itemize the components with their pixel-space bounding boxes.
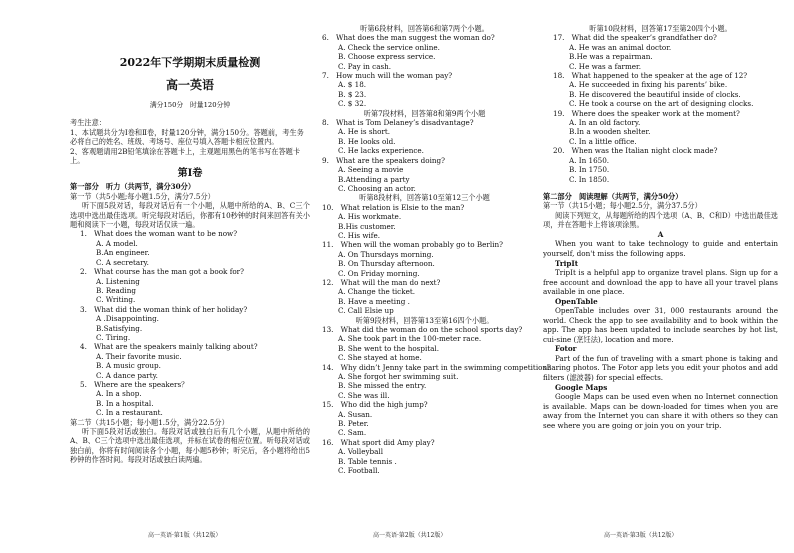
section-2-heading: 第二节（共15小题；每小题1.5分，满分22.5分） [70, 417, 229, 427]
material-9-note: 听第9段材料，回答第13至第16四个小题。 [355, 315, 494, 325]
question-stem: 3. What did the woman think of her holiday? [80, 304, 248, 314]
answer-option: B. In a hospital. [96, 398, 154, 408]
answer-option: A. In an old factory. [569, 118, 641, 128]
section-1-instructions: 听下面5段对话，每段对话后有一个小题，从题中所给的A、B、C三个选项中选出最佳选项。听完每段对话后，你都有10秒钟的时间来回答有关小题和阅读下一小题，每段对话仅读一遍。 [70, 201, 310, 230]
answer-option: C. A dance party. [96, 370, 158, 380]
answer-option: B. He discovered the beautiful inside of clocks. [569, 89, 741, 99]
answer-option: C. His wife. [338, 230, 381, 240]
answer-option: B. He looks old. [338, 136, 396, 146]
column-2 [312, 24, 551, 476]
answer-option: B. Reading [96, 285, 136, 295]
answer-option: A. His workmate. [338, 212, 402, 222]
answer-option: A. In a shop. [96, 389, 142, 399]
question-stem: 20. When was the Italian night clock made? [553, 146, 718, 156]
app-name: Fotor [555, 344, 577, 354]
question-stem: 15. Who did the high jump? [322, 400, 428, 410]
question-stem: 5. Where are the speakers？ [80, 379, 189, 389]
answer-option: B. She went to the hospital. [338, 343, 440, 353]
answer-option: C. On Friday morning. [338, 268, 420, 278]
answer-option: B. Choose express service. [338, 52, 436, 62]
exam-subtitle: 高一英语 [165, 78, 214, 92]
question-stem: 12. What will the man do next? [322, 277, 441, 287]
answer-option: A. Their favorite music. [96, 351, 182, 361]
answer-option: C. $ 32. [338, 99, 367, 109]
material-6-note: 听第6段材料，回答第6和第7两个小题。 [360, 24, 489, 33]
material-7-note: 听第7段材料，回答第8和第9两个小题 [363, 108, 486, 118]
column-1 [70, 24, 310, 465]
notes-item-1: 1、本试题共分为Ⅰ卷和Ⅱ卷，时量120分钟，满分150分。答题前，考生务必将自己的姓名、班级、考场号、座位号填入答题卡相应位置内。 [70, 127, 304, 147]
answer-option: C. Sam. [338, 428, 367, 438]
passage-a-label: A [657, 229, 664, 239]
answer-option: C. In 1850. [569, 174, 610, 184]
answer-option: C. He was a farmer. [569, 61, 641, 71]
part-2-instructions: 阅读下列短文，从每题所给的四个选项（A、B、C和D）中选出最佳选项，并在答题卡上将该项涂黑。 [543, 210, 778, 230]
answer-option: C. Pay in cash. [338, 61, 392, 71]
question-stem: 9. What are the speakers doing? [322, 155, 445, 165]
passage-a-intro: When you want to take technology to guide and entertain yourself, don't miss the following apps. [543, 239, 778, 258]
question-stem: 10. What relation is Elsie to the man? [322, 202, 465, 212]
answer-option: A. On Thursdays morning. [338, 249, 434, 259]
answer-option: A. Volleyball [338, 447, 384, 457]
question-stem: 16. What sport did Amy play? [322, 437, 435, 447]
part-1-heading: 第一部分 听力（共两节，满分30分） [70, 182, 196, 192]
footer-page-2: 高一英语·第2版（共12版） [373, 532, 447, 539]
material-8-note: 听第8段材料，回答第10至第12三个小题 [359, 193, 490, 203]
notes-item-2: 2、客观题请用2B铅笔填涂在答题卡上，主观题用黑色的笔书写在答题卡上。 [70, 146, 301, 166]
answer-option: B.He was a repairman. [569, 52, 653, 62]
questions-13-16 [312, 325, 551, 476]
app-name: OpenTable [555, 296, 598, 306]
answer-option: C. She stayed at home. [338, 353, 422, 363]
answer-option: C. He lacks experience. [338, 146, 424, 156]
app-name: TripIt [555, 258, 579, 268]
answer-option: A. He was an animal doctor. [569, 42, 672, 52]
answer-option: C. In a little office. [569, 136, 637, 146]
app-description: OpenTable includes over 31, 000 restaurants around the world. Check the app to see availability and to book within the app. The app has been updated to include searches by hot list, cui-sine (烹饪法), location and more. [543, 306, 778, 344]
juan-1-heading: 第Ⅰ卷 [177, 168, 203, 180]
answer-option: A. Change the ticket. [338, 287, 415, 297]
question-stem: 7. How much will the woman pay? [322, 71, 453, 81]
answer-option: B. $ 23. [338, 89, 367, 99]
answer-option: A. In 1650. [569, 155, 610, 165]
answer-option: A. Susan. [338, 409, 373, 419]
answer-option: B. Peter. [338, 419, 369, 429]
question-stem: 1. What does the woman want to be now? [80, 229, 238, 239]
answer-option: A. Listening [96, 276, 140, 286]
exam-title: 2022年下学期期末质量检测 [119, 56, 261, 69]
notes-heading: 考生注意： [70, 118, 106, 128]
answer-option: C. Football. [338, 466, 380, 476]
app-description: TripIt is a helpful app to organize travel plans. Sign up for a free account and download the app to have all your travel plans available in one place. [543, 267, 778, 297]
part-2-section-1-heading: 第一节（共15小题；每小题2.5分，满分37.5分） [543, 201, 702, 211]
question-stem: 13. What did the woman do on the school sports day? [322, 325, 523, 334]
answer-option: A. $ 18. [338, 80, 367, 90]
answer-option: C. He took a course on the art of designing clocks. [569, 99, 754, 109]
part-2-heading: 第二部分 阅读理解（共两节，满分50分） [543, 191, 683, 201]
question-stem: 4. What are the speakers mainly talking about? [80, 342, 258, 352]
question-stem: 11. When will the woman probably go to Berlin? [322, 240, 503, 250]
question-stem: 2. What course has the man got a book for? [80, 267, 244, 277]
answer-option: A. A model. [96, 238, 138, 248]
section-2-instructions: 听下面5段对话或独白。每段对话或独白后有几个小题，从题中所给的A、B、C三个选项中选出最佳选项，并标在试卷的相应位置。听每段对话或独白前，你将有时间阅读各个小题，每小题5秒钟；听完后，各小题将给出5秒钟的作答时间。每段对话或独白读两遍。 [70, 427, 310, 465]
score-line: 满分150分 时量120分钟 [149, 101, 231, 109]
answer-option: B.His customer. [338, 221, 396, 231]
app-list [543, 259, 778, 431]
question-stem: 6. What does the man suggest the woman do? [322, 33, 495, 43]
question-stem: 8. What is Tom Delaney’s disadvantage? [322, 118, 474, 128]
answer-option: B. She missed the entry. [338, 381, 427, 391]
answer-option: C. Choosing an actor. [338, 183, 416, 193]
question-stem: 19. Where does the speaker work at the moment? [553, 108, 740, 118]
footer-page-3: 高一英语·第3版（共12版） [604, 532, 678, 539]
answer-option: C. She was ill. [338, 390, 390, 400]
answer-option: B. Table tennis . [338, 456, 397, 466]
answer-option: A. He is short. [338, 127, 391, 137]
answer-option: B.Satisfying. [96, 323, 143, 333]
question-stem: 14. Why didn’t Jenny take part in the swimming competition? [322, 362, 551, 372]
app-name: Google Maps [555, 382, 608, 392]
answer-option: C. Writing. [96, 295, 136, 305]
questions-10-12 [312, 203, 537, 316]
answer-option: A. He succeeded in fixing his parents’ bike. [569, 80, 728, 90]
answer-option: A. She forgot her swimming suit. [338, 372, 459, 382]
answer-option: C. A secretary. [96, 257, 149, 267]
questions-8-9 [312, 118, 537, 193]
answer-option: B. In 1750. [569, 165, 610, 175]
material-10-note: 听第10段材料，回答第17至第20四个小题。 [589, 24, 732, 33]
answer-option: B.In a wooden shelter. [569, 127, 651, 137]
app-description: Google Maps can be used even when no Internet connection is available. Maps can be down-loaded for times when you are away from the Internet you can share it with others so they can see where you are going or join you on your trip. [543, 392, 778, 430]
answer-option: B. A music group. [96, 361, 161, 371]
app-description: Part of the fun of traveling with a smart phone is taking and sharing photos. The Fotor app lets you edit your photos and add filters (滤波器) for special effects. [543, 353, 778, 383]
answer-option: B. On Thursday afternoon. [338, 259, 435, 269]
answer-option: B. Have a meeting . [338, 296, 410, 306]
answer-option: A. She took part in the 100-meter race. [338, 334, 482, 344]
questions-17-20 [543, 33, 778, 184]
question-stem: 18. What happened to the speaker at the age of 12? [553, 71, 748, 81]
footer-page-1: 高一英语·第1版（共12版） [148, 532, 222, 539]
answer-option: C. Call Elsie up [338, 306, 394, 316]
question-stem: 17. What did the speaker’s grandfather do? [553, 33, 717, 43]
questions-6-7 [312, 33, 537, 108]
questions-1-5 [70, 229, 310, 417]
answer-option: B.An engineer. [96, 248, 150, 258]
answer-option: B.Attending a party [338, 174, 410, 184]
answer-option: C. In a restaurant. [96, 408, 163, 418]
answer-option: A. Seeing a movie [338, 165, 404, 175]
column-3 [543, 24, 778, 430]
answer-option: A .Disappointing. [96, 314, 159, 324]
section-1-heading: 第一节（共5小题;每小题1.5分，满分7.5分） [70, 191, 215, 201]
answer-option: C. Tiring. [96, 332, 131, 342]
answer-option: A. Check the service online. [338, 42, 440, 52]
